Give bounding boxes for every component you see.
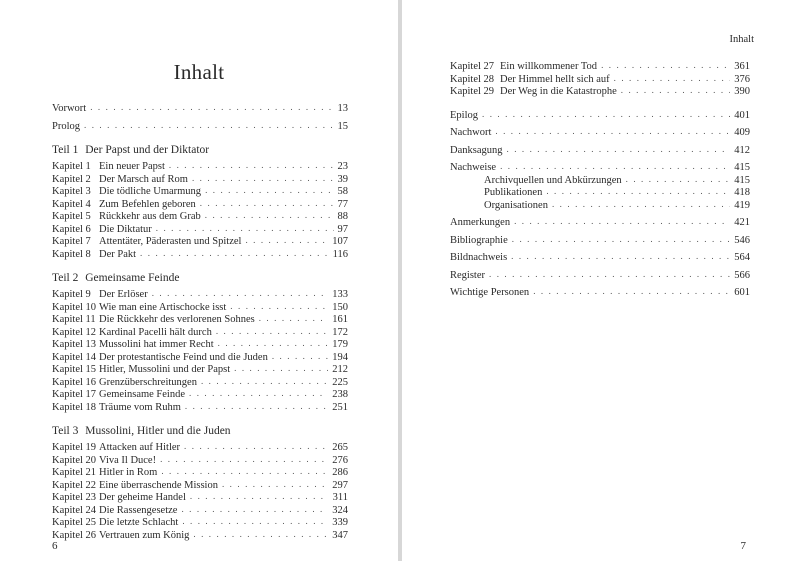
leader-dots xyxy=(205,209,334,222)
toc-page-number: 107 xyxy=(332,236,348,247)
leader-dots xyxy=(495,125,730,138)
toc-page-number: 390 xyxy=(734,86,750,97)
leader-dots xyxy=(533,285,730,298)
leader-dots xyxy=(614,72,731,85)
chapter-title: Gemeinsame Feinde xyxy=(99,389,186,400)
toc-entry-wichtige-personen[interactable] xyxy=(450,286,750,299)
toc-entry-label: Bibliographie xyxy=(450,234,508,246)
chapter-number: Kapitel 4 xyxy=(52,198,91,210)
toc-title: Inhalt xyxy=(173,60,225,84)
chapter-title: Grenzüberschreitungen xyxy=(99,376,197,388)
leader-dots xyxy=(192,172,334,185)
toc-page-number: 116 xyxy=(332,248,348,260)
chapter-title: Die Rückkehr des verlorenen Sohnes xyxy=(99,314,255,325)
toc-entry-bildnachweis[interactable] xyxy=(450,251,750,264)
toc-page-number: 97 xyxy=(337,223,348,235)
leader-dots xyxy=(181,503,328,516)
leader-dots xyxy=(512,233,731,246)
toc-page-number: 421 xyxy=(734,217,750,228)
part-number: Teil 1 xyxy=(52,144,79,156)
toc-page-number: 150 xyxy=(332,301,348,313)
leader-dots xyxy=(90,101,333,114)
toc-page-number: 179 xyxy=(332,339,348,350)
chapter-number: Kapitel 11 xyxy=(52,314,96,325)
leader-dots xyxy=(546,185,730,198)
leader-dots xyxy=(234,362,328,375)
toc-entry-nachwort[interactable] xyxy=(450,126,750,139)
left-page xyxy=(0,0,398,561)
part-title: Der Papst und der Diktator xyxy=(85,144,210,156)
toc-entry-organisationen[interactable] xyxy=(450,199,750,212)
toc-page-number: 415 xyxy=(734,174,750,186)
leader-dots xyxy=(156,222,334,235)
chapter-number: Kapitel 15 xyxy=(52,364,97,375)
leader-dots xyxy=(500,160,730,173)
toc-entry-label: Nachwort xyxy=(450,127,492,138)
leader-dots xyxy=(514,215,730,228)
leader-dots xyxy=(222,478,328,491)
part-title: Gemeinsame Feinde xyxy=(85,272,180,284)
chapter-number: Kapitel 19 xyxy=(52,442,97,453)
leader-dots xyxy=(184,440,328,453)
toc-page-number: 601 xyxy=(734,287,750,298)
toc-entry-kapitel-18[interactable] xyxy=(52,401,348,414)
chapter-title: Der Weg in die Katastrophe xyxy=(500,86,617,97)
leader-dots xyxy=(601,59,730,72)
leader-dots xyxy=(230,300,328,313)
leader-dots xyxy=(152,287,329,300)
leader-dots xyxy=(201,375,328,388)
chapter-number: Kapitel 14 xyxy=(52,351,97,363)
toc-entry-vorwort[interactable] xyxy=(52,102,348,115)
toc-page-number: 412 xyxy=(734,144,750,156)
leader-dots xyxy=(482,108,730,121)
page-number-right: 7 xyxy=(740,540,746,552)
chapter-title: Eine überraschende Mission xyxy=(99,479,218,491)
chapter-title: Die letzte Schlacht xyxy=(99,517,179,528)
chapter-title: Der Himmel hellt sich auf xyxy=(500,73,610,85)
chapter-title: Die Diktatur xyxy=(99,223,152,235)
toc-page-number: 566 xyxy=(734,269,750,281)
toc-page-number: 238 xyxy=(332,389,348,400)
leader-dots xyxy=(511,250,730,263)
toc-entry-label: Anmerkungen xyxy=(450,217,511,228)
chapter-number: Kapitel 24 xyxy=(52,504,97,516)
leader-dots xyxy=(185,400,328,413)
toc-page-number: 251 xyxy=(332,401,348,413)
page-number-left: 6 xyxy=(52,540,58,552)
toc-page-number: 23 xyxy=(337,161,348,172)
part-heading-3 xyxy=(52,425,348,439)
chapter-number: Kapitel 23 xyxy=(52,492,97,503)
leader-dots xyxy=(621,84,730,97)
toc-entry-anmerkungen[interactable] xyxy=(450,216,750,229)
leader-dots xyxy=(205,184,333,197)
chapter-title: Mussolini hat immer Recht xyxy=(99,339,214,350)
leader-dots xyxy=(200,197,334,210)
chapter-number: Kapitel 16 xyxy=(52,376,97,388)
toc-page-number: 286 xyxy=(332,467,348,478)
leader-dots xyxy=(259,312,329,325)
leader-dots xyxy=(272,350,328,363)
chapter-number: Kapitel 17 xyxy=(52,389,97,400)
toc-page-number: 564 xyxy=(734,252,750,263)
toc-page-number: 339 xyxy=(332,517,348,528)
toc-page-number: 194 xyxy=(332,351,348,363)
toc-left xyxy=(52,102,348,541)
chapter-number: Kapitel 8 xyxy=(52,248,91,260)
chapter-title: Viva Il Duce! xyxy=(99,454,157,466)
toc-page-number: 324 xyxy=(332,504,348,516)
chapter-title: Träume vom Ruhm xyxy=(99,401,181,413)
chapter-title: Der Marsch auf Rom xyxy=(99,173,188,185)
toc-page-number: 347 xyxy=(332,529,348,541)
toc-sub-label: Publikationen xyxy=(484,187,543,198)
chapter-number: Kapitel 13 xyxy=(52,339,97,350)
leader-dots xyxy=(552,198,730,211)
leader-dots xyxy=(161,465,328,478)
toc-page-number: 276 xyxy=(332,454,348,466)
toc-entry-danksagung[interactable] xyxy=(450,144,750,157)
part-heading-1 xyxy=(52,144,348,158)
leader-dots xyxy=(507,143,731,156)
toc-page-number: 161 xyxy=(332,314,348,325)
chapter-number: Kapitel 6 xyxy=(52,223,91,235)
chapter-title: Ein willkommener Tod xyxy=(500,61,598,72)
chapter-title: Der Pakt xyxy=(99,248,137,260)
leader-dots xyxy=(189,387,328,400)
part-title: Mussolini, Hitler und die Juden xyxy=(85,425,231,437)
toc-page-number: 88 xyxy=(337,211,348,222)
toc-page-number: 265 xyxy=(332,442,348,453)
toc-page-number: 361 xyxy=(734,61,750,72)
toc-entry-label: Epilog xyxy=(450,109,478,121)
chapter-number: Kapitel 28 xyxy=(450,73,495,85)
toc-entry-label: Vorwort xyxy=(52,103,87,114)
toc-page-number: 39 xyxy=(337,173,348,185)
leader-dots xyxy=(216,325,328,338)
leader-dots xyxy=(182,515,328,528)
chapter-title: Vertrauen zum König xyxy=(99,529,190,541)
toc-page-number: 212 xyxy=(332,364,348,375)
chapter-title: Attacken auf Hitler xyxy=(99,442,181,453)
toc-entry-kapitel-8[interactable] xyxy=(52,248,348,261)
toc-entry-epilog[interactable] xyxy=(450,109,750,122)
chapter-title: Attentäter, Päderasten und Spitzel xyxy=(99,236,242,247)
toc-page-number: 58 xyxy=(337,186,348,197)
toc-page-number: 172 xyxy=(332,326,348,338)
toc-page-number: 15 xyxy=(337,120,348,132)
toc-page-number: 13 xyxy=(337,103,348,114)
toc-entry-kapitel-29[interactable] xyxy=(450,85,750,98)
chapter-title: Ein neuer Papst xyxy=(99,161,165,172)
leader-dots xyxy=(169,159,334,172)
chapter-number: Kapitel 20 xyxy=(52,454,97,466)
leader-dots xyxy=(489,268,730,281)
toc-page-number: 133 xyxy=(332,289,348,300)
chapter-title: Der geheime Handel xyxy=(99,492,186,503)
toc-page-number: 546 xyxy=(734,234,750,246)
chapter-number: Kapitel 27 xyxy=(450,61,495,72)
chapter-number: Kapitel 7 xyxy=(52,236,91,247)
toc-entry-bibliographie[interactable] xyxy=(450,234,750,247)
toc-entry-register[interactable] xyxy=(450,269,750,282)
chapter-number: Kapitel 5 xyxy=(52,211,91,222)
chapter-title: Hitler, Mussolini und der Papst xyxy=(99,364,231,375)
toc-entry-label: Wichtige Personen xyxy=(450,287,530,298)
chapter-number: Kapitel 2 xyxy=(52,173,91,185)
chapter-title: Rückkehr aus dem Grab xyxy=(99,211,201,222)
toc-page-number: 376 xyxy=(734,73,750,85)
toc-page-number: 418 xyxy=(734,187,750,198)
chapter-title: Zum Befehlen geboren xyxy=(99,198,196,210)
leader-dots xyxy=(218,337,329,350)
toc-page-number: 225 xyxy=(332,376,348,388)
chapter-title: Der protestantische Feind und die Juden xyxy=(99,351,268,363)
toc-sub-label: Organisationen xyxy=(484,199,548,211)
chapter-title: Wie man eine Artischocke isst xyxy=(99,301,227,313)
toc-sub-label: Archivquellen und Abkürzungen xyxy=(484,174,622,186)
toc-page-number: 77 xyxy=(337,198,348,210)
chapter-number: Kapitel 22 xyxy=(52,479,97,491)
leader-dots xyxy=(160,453,328,466)
leader-dots xyxy=(140,247,329,260)
chapter-number: Kapitel 18 xyxy=(52,401,97,413)
chapter-title: Kardinal Pacelli hält durch xyxy=(99,326,212,338)
toc-page-number: 409 xyxy=(734,127,750,138)
part-number: Teil 2 xyxy=(52,272,79,284)
toc-page-number: 297 xyxy=(332,479,348,491)
chapter-title: Die tödliche Umarmung xyxy=(99,186,202,197)
leader-dots xyxy=(626,173,731,186)
right-page xyxy=(402,0,800,561)
toc-page-number: 401 xyxy=(734,109,750,121)
chapter-number: Kapitel 10 xyxy=(52,301,97,313)
chapter-title: Hitler in Rom xyxy=(99,467,158,478)
toc-entry-label: Prolog xyxy=(52,120,81,132)
part-heading-2 xyxy=(52,272,348,286)
toc-entry-label: Danksagung xyxy=(450,144,503,156)
toc-page-number: 419 xyxy=(734,199,750,211)
toc-entry-prolog[interactable] xyxy=(52,120,348,133)
chapter-number: Kapitel 9 xyxy=(52,289,91,300)
toc-page-number: 415 xyxy=(734,162,750,173)
chapter-number: Kapitel 26 xyxy=(52,529,97,541)
chapter-number: Kapitel 29 xyxy=(450,86,495,97)
toc-entry-label: Nachweise xyxy=(450,162,497,173)
toc-entry-kapitel-26[interactable] xyxy=(52,529,348,542)
chapter-number: Kapitel 21 xyxy=(52,467,97,478)
chapter-number: Kapitel 3 xyxy=(52,186,91,197)
chapter-number: Kapitel 25 xyxy=(52,517,97,528)
leader-dots xyxy=(84,119,333,132)
toc-entry-label: Register xyxy=(450,269,485,281)
toc-page-number: 311 xyxy=(332,492,348,503)
chapter-number: Kapitel 1 xyxy=(52,161,91,172)
chapter-title: Die Rassengesetze xyxy=(99,504,178,516)
chapter-title: Der Erlöser xyxy=(99,289,148,300)
leader-dots xyxy=(193,528,328,541)
toc-entry-label: Bildnachweis xyxy=(450,252,508,263)
toc-right xyxy=(450,60,750,299)
running-header: Inhalt xyxy=(729,34,754,45)
leader-dots xyxy=(190,490,329,503)
part-number: Teil 3 xyxy=(52,425,79,437)
leader-dots xyxy=(245,234,328,247)
chapter-number: Kapitel 12 xyxy=(52,326,97,338)
